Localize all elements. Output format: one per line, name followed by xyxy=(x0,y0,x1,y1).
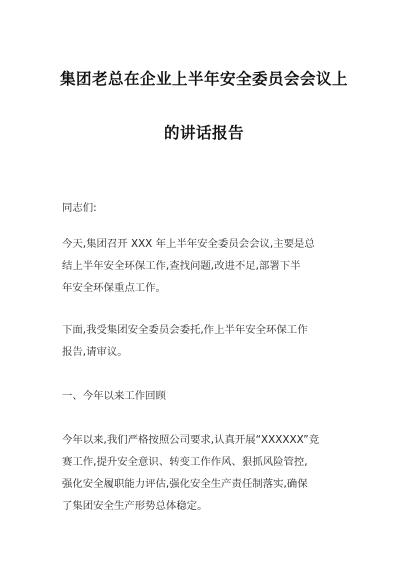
paragraph-line: 报告,请审议。 xyxy=(62,346,128,358)
paragraph-line: 今年以来,我们严格按照公司要求,认真开展“XXXXXX”竞 xyxy=(62,434,320,446)
section-heading xyxy=(62,385,352,407)
intro-paragraph xyxy=(62,233,352,299)
paragraph-line: 下面,我受集团安全委员会委托,作上半年安全环保工作 xyxy=(62,324,308,336)
paragraph-line: 强化安全履职能力评估,强化安全生产责任制落实,确保 xyxy=(62,478,308,490)
section-heading-text: 一、今年以来工作回顾 xyxy=(62,390,166,402)
paragraph-line: 年安全环保重点工作。 xyxy=(62,282,166,294)
paragraph-line: 赛工作,提升安全意识、转变工作作风、狠抓风险管控, xyxy=(62,456,308,468)
paragraph-line: 了集团安全生产形势总体稳定。 xyxy=(62,500,208,512)
document-title-line-2: 的讲话报告 xyxy=(163,124,244,142)
greeting-paragraph xyxy=(62,197,352,219)
paragraph-line: 结上半年安全环保工作,查找问题,改进不足,部署下半 xyxy=(62,260,301,272)
greeting-text: 同志们: xyxy=(62,202,97,214)
document-title-line-1: 集团老总在企业上半年安全委员会会议上 xyxy=(59,70,348,88)
paragraph-line: 今天,集团召开 XXX 年上半年安全委员会会议,主要是总 xyxy=(62,238,315,250)
review-paragraph xyxy=(62,429,352,517)
commission-paragraph xyxy=(62,319,352,363)
